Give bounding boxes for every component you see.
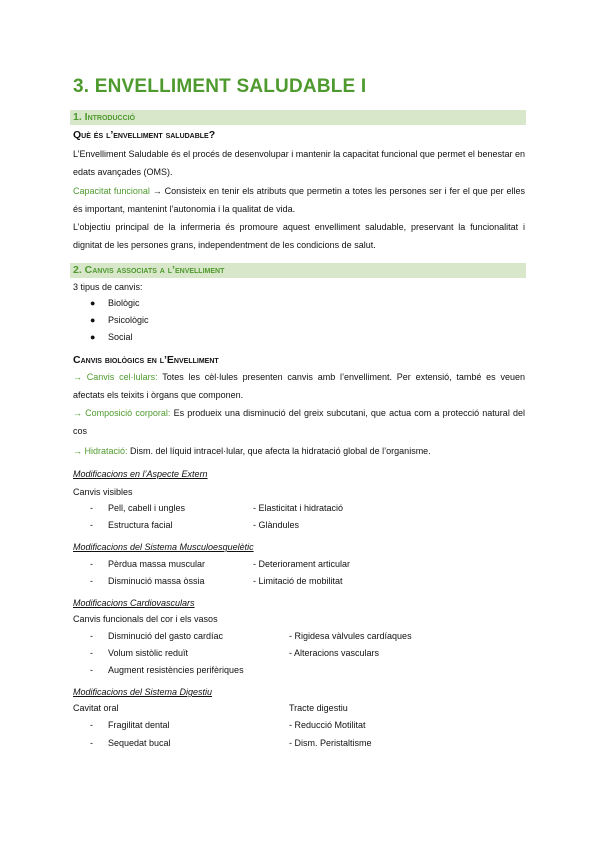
paragraph-nursing-objective: L’objectiu principal de la infermeria és promoure aquest envelliment saludable, preservant la funcionalitat i dignitat de les persones grans, independentment de les condicions de salut. [73,222,525,250]
list-item: ● Social [90,329,149,346]
section-intro-heading-bar [70,110,526,125]
heading-cardiovascular: Modificacions Cardiovasculars [73,598,195,608]
section-intro-heading: 1. Introducció [73,111,136,123]
term-hydration: → Hidratació: [73,446,128,456]
dash-marker: - [90,520,93,530]
heading-digestive: Modificacions del Sistema Digestiu [73,687,213,697]
paragraph-functional-capacity [73,182,525,218]
term-cellular-changes: → Canvis cel·lulars: [73,372,158,382]
bullet-icon: ● [90,332,96,342]
subheading-biological-changes: Canvis biològics en l’Envelliment [73,354,219,366]
section-changes-heading: 2. Canvis associats a l’envelliment [73,264,225,276]
dash-marker: - [90,738,93,748]
bullet-icon: ● [90,315,96,325]
label-digestive-tract: Tracte digestiu [289,703,348,713]
dash-marker: - [90,720,93,730]
label-oral-cavity: Cavitat oral [73,703,119,713]
document-page: 3. ENVELLIMENT SALUDABLE I 1. Introducció Què és l’envelliment saludable? L’Envelliment Saludable és el procés de desenvolupar i mantenir la capacitat funcional que permet el benestar en edats avançades (OMS). Capacitat funcional → Consisteix en tenir els atributs que permetin a totes les persones ser i fer el que per elles és important, mantenint l’autonomia i la qualitat de vida. L’objectiu principal de la infermeria és promoure aquest envelliment saludable, preservant la funcionalitat i dignitat de les persones grans, independentment de les condicions de salut. 2. Canvis associats a l’envelliment 3 tipus de canvis: ● Biològic ● Psicològic ● Social Canvis biològics en l’Envelliment → Canvis cel·lulars: Totes les cèl·lules presenten canvis amb l’envelliment. Per extensió, també es veuen afectats els teixits i òrgans que componen. → Composició corporal: Es produeix una disminució del greix subcutani, que actua com a protecció natural del cos → Hidratació: Dism. del líquid intracel·lular, que afecta la hidratació global de l’organisme. Modificacions en l’Aspecte Extern Canvis visibles - Pell, cabell i ungles - Elasticitat i hidratació - Estructura facial - Glàndules Modificacions del Sistema Musculoesquelètic - Pèrdua massa muscular - Deteriorament articular - Disminució massa òssia - Limitació de mobilitat Modificacions Cardiovasculars Canvis funcionals del cor i els vasos - Disminució del gasto cardíac - Rigidesa vàlvules cardíaques - Volum sistòlic reduït - Alteracions vasculars - Augment resistències perifèriques Modificacions del Sistema Digestiu Cavitat oral Tracte digestiu - Fragilitat dental - Reducció Motilitat - Sequedat bucal - Dism. Peristaltisme [0,0,600,848]
heading-external-appearance: Modificacions en l’Aspecte Extern [73,469,208,479]
list-item: ● Psicològic [90,312,149,329]
paragraph-cellular-changes: → Canvis cel·lulars: Totes les cèl·lules presenten canvis amb l’envelliment. Per extensió, també es veuen afectats els teixits i òrgans que componen. [73,372,525,400]
paragraph-body-composition: → Composició corporal: Es produeix una disminució del greix subcutani, que actua com a protecció natural del cos [73,408,525,436]
list-item: ● Biològic [90,295,149,312]
term-body-composition: → Composició corporal: [73,408,171,418]
label-heart-vessel-changes: Canvis funcionals del cor i els vasos [73,614,218,624]
paragraph-definition: L’Envelliment Saludable és el procés de desenvolupar i mantenir la capacitat funcional que permet el benestar en edats avançades (OMS). [73,149,525,177]
dash-marker: - [90,503,93,513]
dash-marker: - [90,576,93,586]
dash-marker: - [90,665,93,675]
dash-marker: - [90,559,93,569]
document-title: 3. ENVELLIMENT SALUDABLE I [73,76,367,97]
subheading-healthy-aging: Què és l’envelliment saludable? [73,129,216,141]
section-changes-heading-bar [70,263,526,278]
bullet-icon: ● [90,298,96,308]
change-types-list [90,295,149,346]
functional-capacity-text: → Consisteix en tenir els atributs que permetin a totes les persones ser i fer el que per elles és important, mantenint l’autonomia i la qualitat de vida. [73,186,525,214]
term-functional-capacity: Capacitat funcional [73,186,150,196]
change-types-intro: 3 tipus de canvis: [73,282,143,292]
dash-marker: - [90,631,93,641]
heading-musculoskeletal: Modificacions del Sistema Musculoesquelètic [73,542,254,552]
paragraph-hydration: → Hidratació: Dism. del líquid intracel·lular, que afecta la hidratació global de l’organisme. [73,446,431,456]
dash-marker: - [90,648,93,658]
label-visible-changes: Canvis visibles [73,487,133,497]
